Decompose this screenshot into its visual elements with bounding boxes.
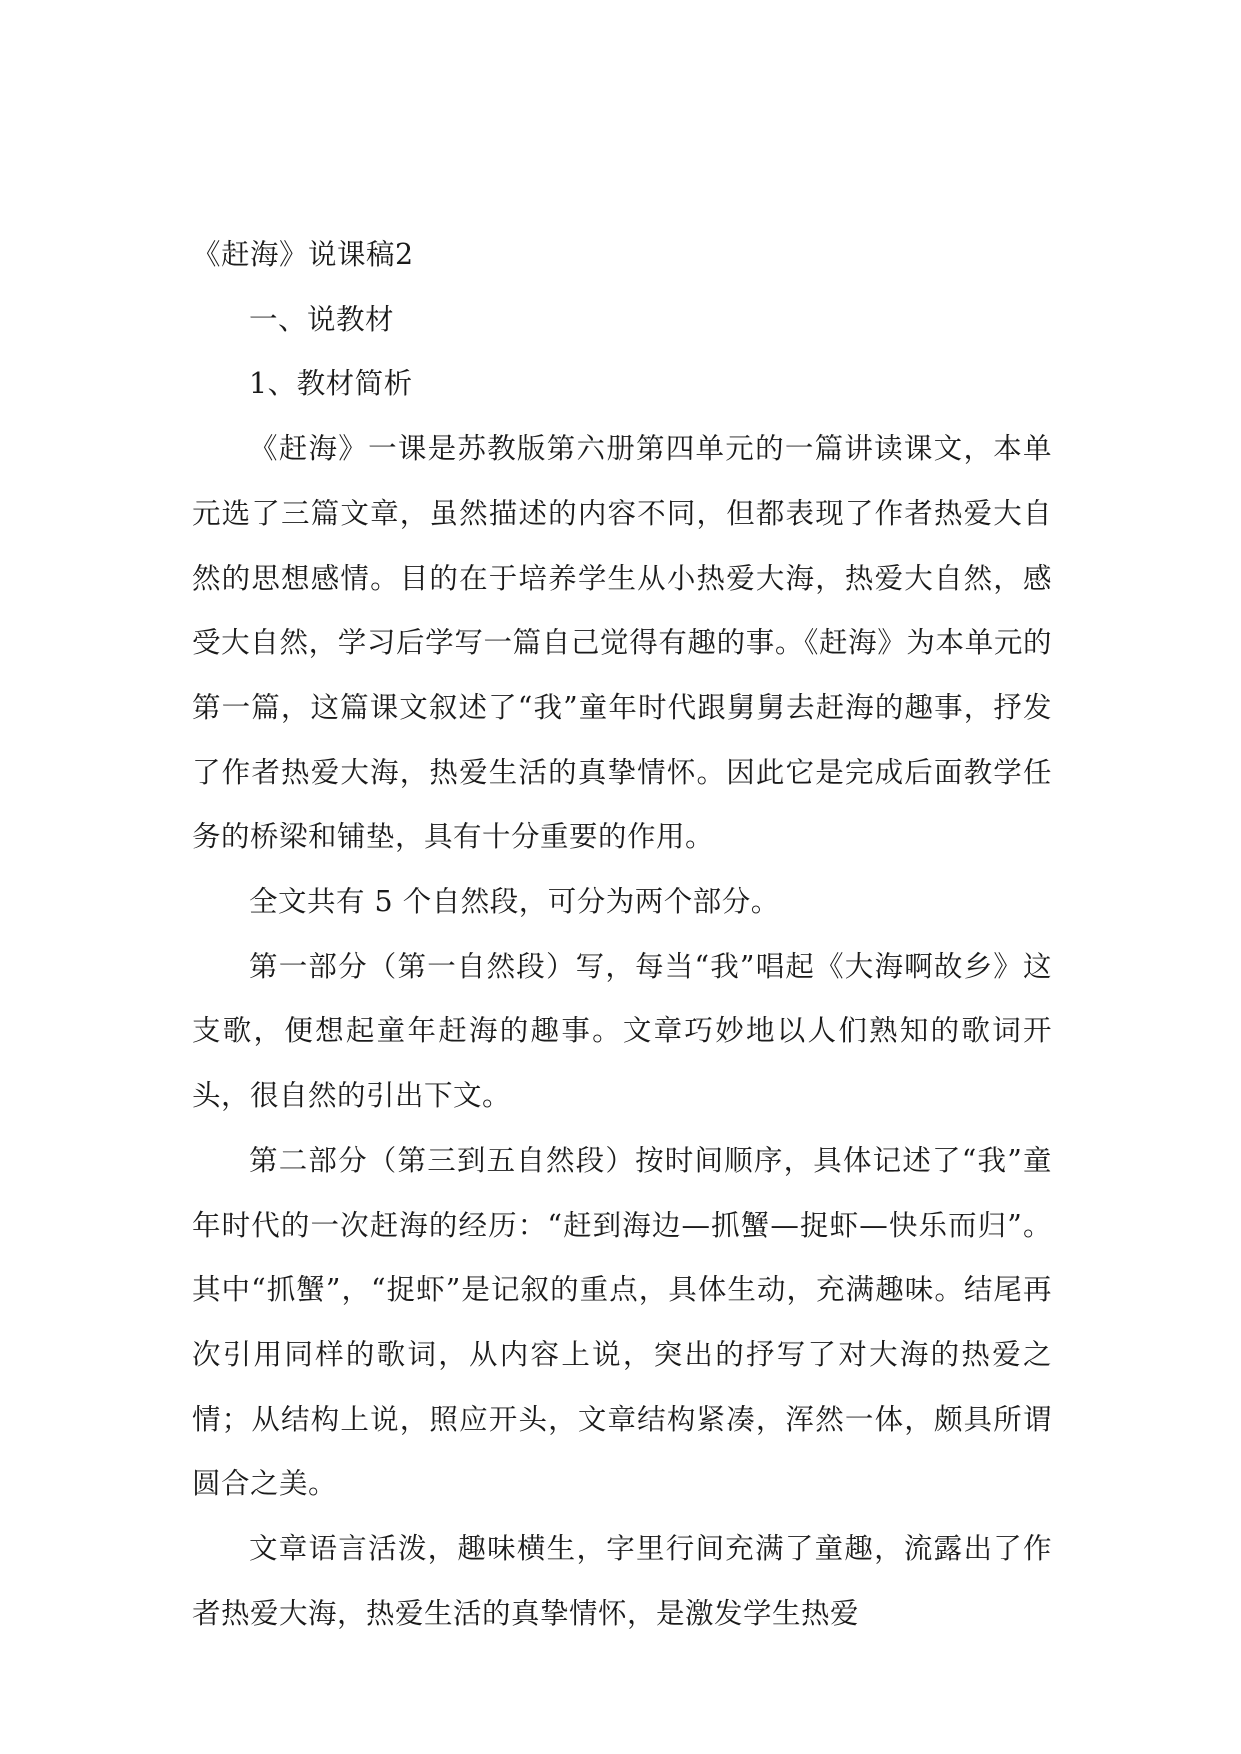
document-body [192, 223, 1052, 1646]
paragraph-part-two: 第二部分（第三到五自然段）按时间顺序，具体记述了“我”童年时代的一次赶海的经历：“赶到海边—抓蟹—捉虾—快乐而归”。其中“抓蟹”，“捉虾”是记叙的重点，具体生动，充满趣味。结尾再次引用同样的歌词，从内容上说，突出的抒写了对大海的热爱之情；从结构上说，照应开头，文章结构紧凑，浑然一体，颇具所谓圆合之美。 [192, 1143, 1052, 1501]
subsection-heading: 1、教材简析 [249, 367, 413, 401]
paragraph-language: 文章语言活泼，趣味横生，字里行间充满了童趣，流露出了作者热爱大海，热爱生活的真挚情怀，是激发学生热爱 [192, 1532, 1052, 1630]
paragraph-part-one: 第一部分（第一自然段）写，每当“我”唱起《大海啊故乡》这支歌，便想起童年赶海的趣事。文章巧妙地以人们熟知的歌词开头，很自然的引出下文。 [192, 949, 1052, 1113]
document-title: 《赶海》说课稿2 [192, 238, 414, 271]
section-heading: 一、说教材 [249, 302, 395, 336]
paragraph-textbook-analysis: 《赶海》一课是苏教版第六册第四单元的一篇讲读课文，本单元选了三篇文章，虽然描述的内容不同，但都表现了作者热爱大自然的思想感情。目的在于培养学生从小热爱大海，热爱大自然，感受大自然，学习后学写一篇自己觉得有趣的事。《赶海》为本单元的第一篇，这篇课文叙述了“我”童年时代跟舅舅去赶海的趣事，抒发了作者热爱大海，热爱生活的真挚情怀。因此它是完成后面教学任务的桥梁和铺垫，具有十分重要的作用。 [192, 432, 1052, 854]
paragraph-structure-overview: 全文共有 5 个自然段，可分为两个部分。 [249, 885, 780, 919]
